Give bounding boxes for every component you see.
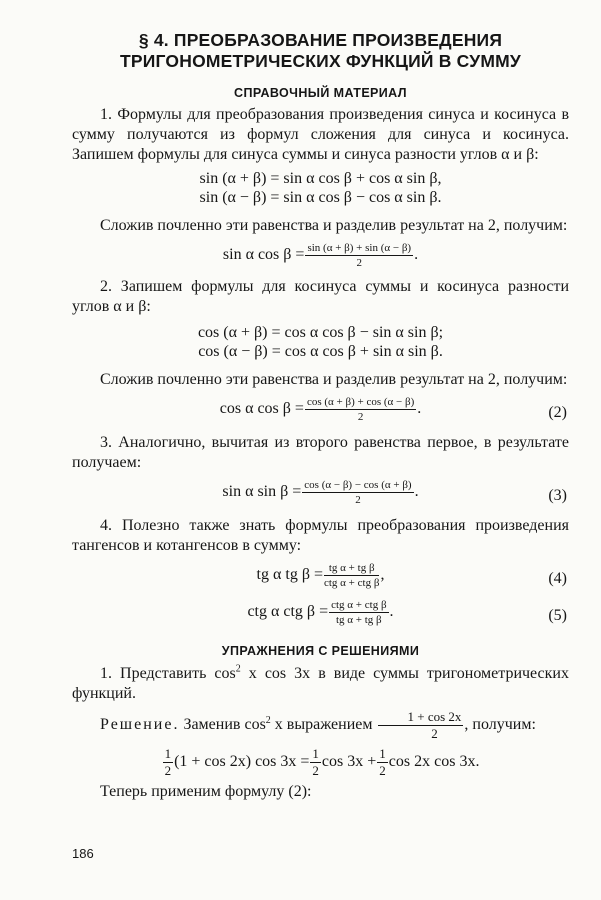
- formula-3-denominator: 2: [355, 494, 361, 506]
- equation-number-3: (3): [548, 487, 567, 504]
- page-content: [72, 30, 569, 802]
- formula-1-lhs: sin α cos β =: [222, 246, 305, 264]
- formula-4-end: ,: [380, 566, 385, 584]
- formula-6-den-3: 2: [379, 763, 386, 778]
- solution-fraction-denominator: 2: [431, 726, 438, 741]
- paragraph-4: Сложив почленно эти равенства и разделив результат на 2, получим:: [100, 371, 568, 388]
- formula-6: [72, 747, 569, 778]
- formula-4-denominator: ctg α + ctg β: [323, 577, 380, 589]
- equation-number-2: (2): [548, 404, 567, 421]
- formula-5-lhs: ctg α ctg β =: [247, 603, 329, 621]
- formula-3-numerator: cos (α − β) − cos (α + β): [304, 479, 412, 491]
- exercise-1: [72, 664, 569, 704]
- formula-4-lhs: tg α tg β =: [256, 566, 323, 584]
- formula-1-denominator: 2: [356, 257, 363, 269]
- formula-6-end: cos 2x cos 3x.: [388, 753, 480, 771]
- formula-6-den-1: 2: [164, 763, 172, 778]
- formula-2-end: .: [417, 400, 422, 418]
- formula-cos-sum: cos (α + β) = cos α cos β − sin α sin β;: [197, 324, 444, 341]
- formula-6-den-2: 2: [312, 763, 319, 778]
- solution-text-b: x выражением: [270, 716, 377, 734]
- formula-2-denominator: 2: [357, 411, 364, 423]
- formula-2: [72, 396, 569, 423]
- equation-number-5: (5): [548, 607, 567, 624]
- exercise-1-superscript: 2: [235, 663, 241, 675]
- formula-3-fraction: [302, 479, 413, 506]
- solution-superscript: 2: [265, 714, 271, 726]
- formula-5-fraction: [329, 599, 388, 626]
- formula-5-end: .: [389, 603, 394, 621]
- formula-sin-diff: sin (α − β) = sin α cos β − cos α sin β.: [199, 189, 442, 206]
- formula-3: [72, 479, 569, 506]
- formula-6-num-1: 1: [164, 746, 172, 761]
- formula-6-fraction-2: [310, 747, 321, 778]
- formula-3-end: .: [414, 483, 419, 501]
- solution-label: Решение.: [100, 716, 180, 734]
- formula-1-fraction: [305, 242, 413, 269]
- formula-3-lhs: sin α sin β =: [222, 483, 302, 501]
- formula-6-fraction-1: [163, 747, 174, 778]
- exercise-1-text-a: 1. Представить cos: [100, 665, 236, 682]
- formula-1-numerator: sin (α + β) + sin (α − β): [307, 242, 412, 254]
- title-line-2: ТРИГОНОМЕТРИЧЕСКИХ ФУНКЦИЙ В СУММУ: [120, 51, 521, 71]
- formula-6-mid2: cos 3x +: [321, 753, 377, 771]
- formula-1-end: .: [414, 246, 419, 264]
- formula-5-numerator: ctg α + ctg β: [331, 599, 387, 611]
- paragraph-1: 1. Формулы для преобразования произведения синуса и косинуса в сумму получаются из формул сложения для синуса и косинуса. Запишем формулы для синуса суммы и синуса разности углов α и β:: [72, 106, 569, 163]
- equation-number-4: (4): [548, 570, 567, 587]
- solution-fraction: [378, 710, 464, 741]
- formula-4-fraction: [324, 562, 379, 589]
- formula-4-numerator: tg α + tg β: [324, 562, 379, 576]
- solution-fraction-numerator: 1 + cos 2x: [378, 710, 464, 726]
- formula-5: [72, 599, 569, 626]
- exercise-1-text-b: x cos 3x в виде суммы тригонометрических функций.: [72, 665, 569, 702]
- page-number: 186: [72, 846, 94, 861]
- formula-5-denominator: tg α + tg β: [335, 614, 382, 626]
- formula-1: [72, 242, 569, 269]
- section-heading-exercises: УПРАЖНЕНИЯ С РЕШЕНИЯМИ: [221, 644, 420, 658]
- solution-text-a: Заменив cos: [179, 716, 266, 734]
- chapter-title: [72, 30, 569, 72]
- formula-2-numerator: cos (α + β) + cos (α − β): [306, 396, 415, 408]
- formula-cos-diff: cos (α − β) = cos α cos β + sin α sin β.: [198, 343, 443, 360]
- formula-6-num-2: 1: [312, 746, 319, 761]
- solution-text-c: , получим:: [464, 716, 536, 734]
- paragraph-7: Теперь применим формулу (2):: [100, 783, 312, 800]
- paragraph-3: 2. Запишем формулы для косинуса суммы и косинуса разности углов α и β:: [72, 278, 569, 315]
- paragraph-6: 4. Полезно также знать формулы преобразования произведения тангенсов и котангенсов в сумму:: [72, 517, 569, 554]
- title-line-1: § 4. ПРЕОБРАЗОВАНИЕ ПРОИЗВЕДЕНИЯ: [138, 30, 503, 50]
- formula-6-mid: (1 + cos 2x) cos 3x =: [174, 753, 310, 771]
- formula-4: [72, 562, 569, 589]
- formula-6-num-3: 1: [379, 746, 386, 761]
- formula-6-fraction-3: [377, 747, 388, 778]
- section-heading-reference: СПРАВОЧНЫЙ МАТЕРИАЛ: [234, 86, 407, 100]
- formula-2-lhs: cos α cos β =: [219, 400, 304, 418]
- formula-2-fraction: [305, 396, 416, 423]
- paragraph-5: 3. Аналогично, вычитая из второго равенства первое, в результате получаем:: [72, 434, 569, 471]
- formula-sin-sum: sin (α + β) = sin α cos β + cos α sin β,: [199, 170, 442, 187]
- solution-paragraph: [72, 710, 569, 741]
- paragraph-2: Сложив почленно эти равенства и разделив результат на 2, получим:: [100, 217, 568, 234]
